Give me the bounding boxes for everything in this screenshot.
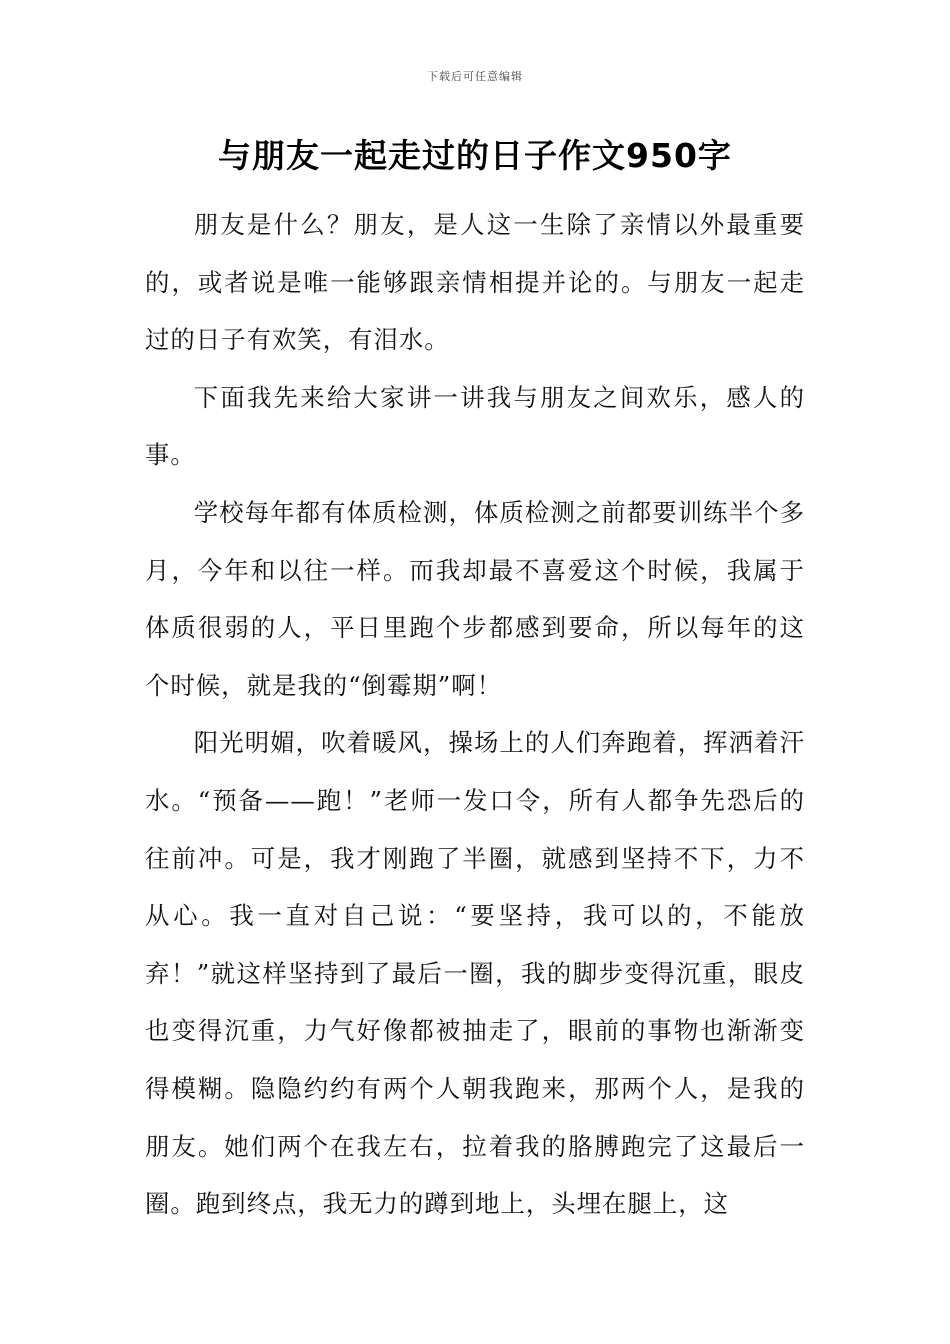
document-title: 与朋友一起走过的日子作文950字 — [218, 136, 732, 175]
document-body — [145, 196, 805, 1233]
header-note: 下载后可任意编辑 — [427, 70, 523, 83]
paragraph-1: 朋友是什么？朋友，是人这一生除了亲情以外最重要的，或者说是唯一能够跟亲情相提并论的。与朋友一起走过的日子有欢笑，有泪水。 — [145, 210, 805, 355]
paragraph-2: 下面我先来给大家讲一讲我与朋友之间欢乐，感人的事。 — [145, 382, 805, 470]
paragraph-4: 阳光明媚，吹着暖风，操场上的人们奔跑着，挥洒着汗水。“预备——跑！”老师一发口令，所有人都争先恐后的往前冲。可是，我才刚跑了半圈，就感到坚持不下，力不从心。我一直对自己说：“要坚持，我可以的，不能放弃！”就这样坚持到了最后一圈，我的脚步变得沉重，眼皮也变得沉重，力气好像都被抽走了，眼前的事物也渐渐变得模糊。隐隐约约有两个人朝我跑来，那两个人，是我的朋友。她们两个在我左右，拉着我的胳膊跑完了这最后一圈。跑到终点，我无力的蹲到地上，头埋在腿上，这 — [145, 728, 805, 1219]
paragraph-3: 学校每年都有体质检测，体质检测之前都要训练半个多月，今年和以往一样。而我却最不喜爱这个时候，我属于体质很弱的人，平日里跑个步都感到要命，所以每年的这个时候，就是我的“倒霉期”啊！ — [145, 497, 805, 700]
